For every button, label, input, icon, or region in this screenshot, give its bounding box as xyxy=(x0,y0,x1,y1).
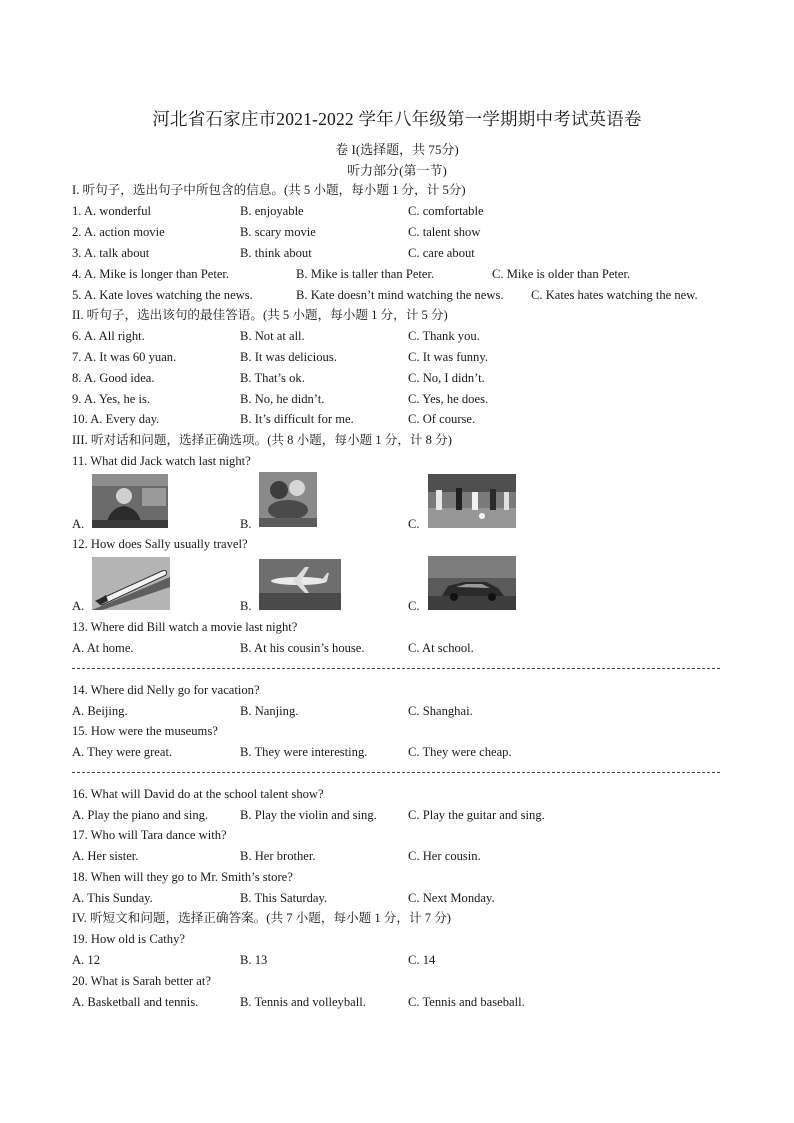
q17-option-a: A. Her sister. xyxy=(72,849,139,863)
q16-option-a: A. Play the piano and sing. xyxy=(72,808,209,822)
q1-option-a: 1. A. wonderful xyxy=(72,204,152,218)
q7-option-c: C. It was funny. xyxy=(408,350,488,364)
news-anchor-picture xyxy=(92,474,168,528)
q12-option-b-label: B. xyxy=(240,599,252,613)
q20-option-b: B. Tennis and volleyball. xyxy=(240,995,366,1009)
section-2-heading: II. 听句子，选出该句的最佳答语。(共 5 小题，每小题 1 分，计 5 分) xyxy=(72,308,448,322)
q15-option-a: A. They were great. xyxy=(72,745,173,759)
q6-option-c: C. Thank you. xyxy=(408,329,480,343)
q16-option-b: B. Play the violin and sing. xyxy=(240,808,377,822)
q11-option-b-label: B. xyxy=(240,517,252,531)
exam-title: 河北省石家庄市2021-2022 学年八年级第一学期期中考试英语卷 xyxy=(152,109,642,129)
q12-question: 12. How does Sally usually travel? xyxy=(72,537,248,551)
q20-question: 20. What is Sarah better at? xyxy=(72,974,211,988)
q14-option-c: C. Shanghai. xyxy=(408,704,473,718)
q14-option-b: B. Nanjing. xyxy=(240,704,299,718)
q18-question: 18. When will they go to Mr. Smith’s store? xyxy=(72,870,293,884)
q1-option-c: C. comfortable xyxy=(408,204,484,218)
q11-question: 11. What did Jack watch last night? xyxy=(72,454,251,468)
q13-question: 13. Where did Bill watch a movie last night? xyxy=(72,620,298,634)
q3-option-c: C. care about xyxy=(408,246,475,260)
cartoon-picture xyxy=(259,472,317,527)
q5-option-b: B. Kate doesn’t mind watching the news. xyxy=(296,288,504,302)
q3-option-b: B. think about xyxy=(240,246,312,260)
q9-option-c: C. Yes, he does. xyxy=(408,392,489,406)
section-1-heading: I. 听句子，选出句子中所包含的信息。(共 5 小题，每小题 1 分，计 5分) xyxy=(72,183,466,197)
q2-option-c: C. talent show xyxy=(408,225,481,239)
q4-option-a: 4. A. Mike is longer than Peter. xyxy=(72,267,230,281)
q9-option-b: B. No, he didn’t. xyxy=(240,392,325,406)
car-picture xyxy=(428,556,516,610)
q2-option-a: 2. A. action movie xyxy=(72,225,165,239)
q11-option-a-label: A. xyxy=(72,517,85,531)
q9-option-a: 9. A. Yes, he is. xyxy=(72,392,151,406)
q15-question: 15. How were the museums? xyxy=(72,724,218,738)
section-3-heading: III. 听对话和问题，选择正确选项。(共 8 小题，每小题 1 分，计 8 分) xyxy=(72,433,452,447)
q6-option-a: 6. A. All right. xyxy=(72,329,145,343)
soccer-match-picture xyxy=(428,474,516,528)
q13-option-a: A. At home. xyxy=(72,641,134,655)
q8-option-c: C. No, I didn’t. xyxy=(408,371,485,385)
q12-option-a-label: A. xyxy=(72,599,85,613)
q15-option-c: C. They were cheap. xyxy=(408,745,512,759)
airplane-picture xyxy=(259,559,341,610)
q10-option-a: 10. A. Every day. xyxy=(72,412,160,426)
divider-line xyxy=(72,772,720,773)
q8-option-a: 8. A. Good idea. xyxy=(72,371,155,385)
q1-option-b: B. enjoyable xyxy=(240,204,304,218)
q16-option-c: C. Play the guitar and sing. xyxy=(408,808,545,822)
q17-option-b: B. Her brother. xyxy=(240,849,316,863)
q8-option-b: B. That’s ok. xyxy=(240,371,305,385)
q4-option-b: B. Mike is taller than Peter. xyxy=(296,267,435,281)
q19-option-c: C. 14 xyxy=(408,953,436,967)
q14-question: 14. Where did Nelly go for vacation? xyxy=(72,683,260,697)
q10-option-c: C. Of course. xyxy=(408,412,476,426)
q14-option-a: A. Beijing. xyxy=(72,704,128,718)
q5-option-c: C. Kates hates watching the new. xyxy=(531,288,698,302)
q4-option-c: C. Mike is older than Peter. xyxy=(492,267,631,281)
q13-option-c: C. At school. xyxy=(408,641,474,655)
q19-question: 19. How old is Cathy? xyxy=(72,932,185,946)
q19-option-a: A. 12 xyxy=(72,953,100,967)
q19-option-b: B. 13 xyxy=(240,953,268,967)
q16-question: 16. What will David do at the school talent show? xyxy=(72,787,324,801)
divider-line xyxy=(72,668,720,669)
q3-option-a: 3. A. talk about xyxy=(72,246,150,260)
q10-option-b: B. It’s difficult for me. xyxy=(240,412,354,426)
q18-option-c: C. Next Monday. xyxy=(408,891,495,905)
listening-part-heading: 听力部分(第一节) xyxy=(347,163,447,178)
train-picture xyxy=(92,557,170,610)
q18-option-a: A. This Sunday. xyxy=(72,891,153,905)
q18-option-b: B. This Saturday. xyxy=(240,891,328,905)
q11-option-c-label: C. xyxy=(408,517,420,531)
q7-option-b: B. It was delicious. xyxy=(240,350,337,364)
q2-option-b: B. scary movie xyxy=(240,225,316,239)
q5-option-a: 5. A. Kate loves watching the news. xyxy=(72,288,253,302)
q7-option-a: 7. A. It was 60 yuan. xyxy=(72,350,177,364)
q17-question: 17. Who will Tara dance with? xyxy=(72,828,227,842)
paper-part-heading: 卷 I(选择题，共 75分) xyxy=(335,142,459,157)
section-4-heading: IV. 听短文和问题，选择正确答案。(共 7 小题，每小题 1 分，计 7 分) xyxy=(72,911,451,925)
q20-option-c: C. Tennis and baseball. xyxy=(408,995,525,1009)
q6-option-b: B. Not at all. xyxy=(240,329,305,343)
q12-option-c-label: C. xyxy=(408,599,420,613)
q13-option-b: B. At his cousin’s house. xyxy=(240,641,365,655)
q17-option-c: C. Her cousin. xyxy=(408,849,481,863)
q20-option-a: A. Basketball and tennis. xyxy=(72,995,199,1009)
q15-option-b: B. They were interesting. xyxy=(240,745,368,759)
